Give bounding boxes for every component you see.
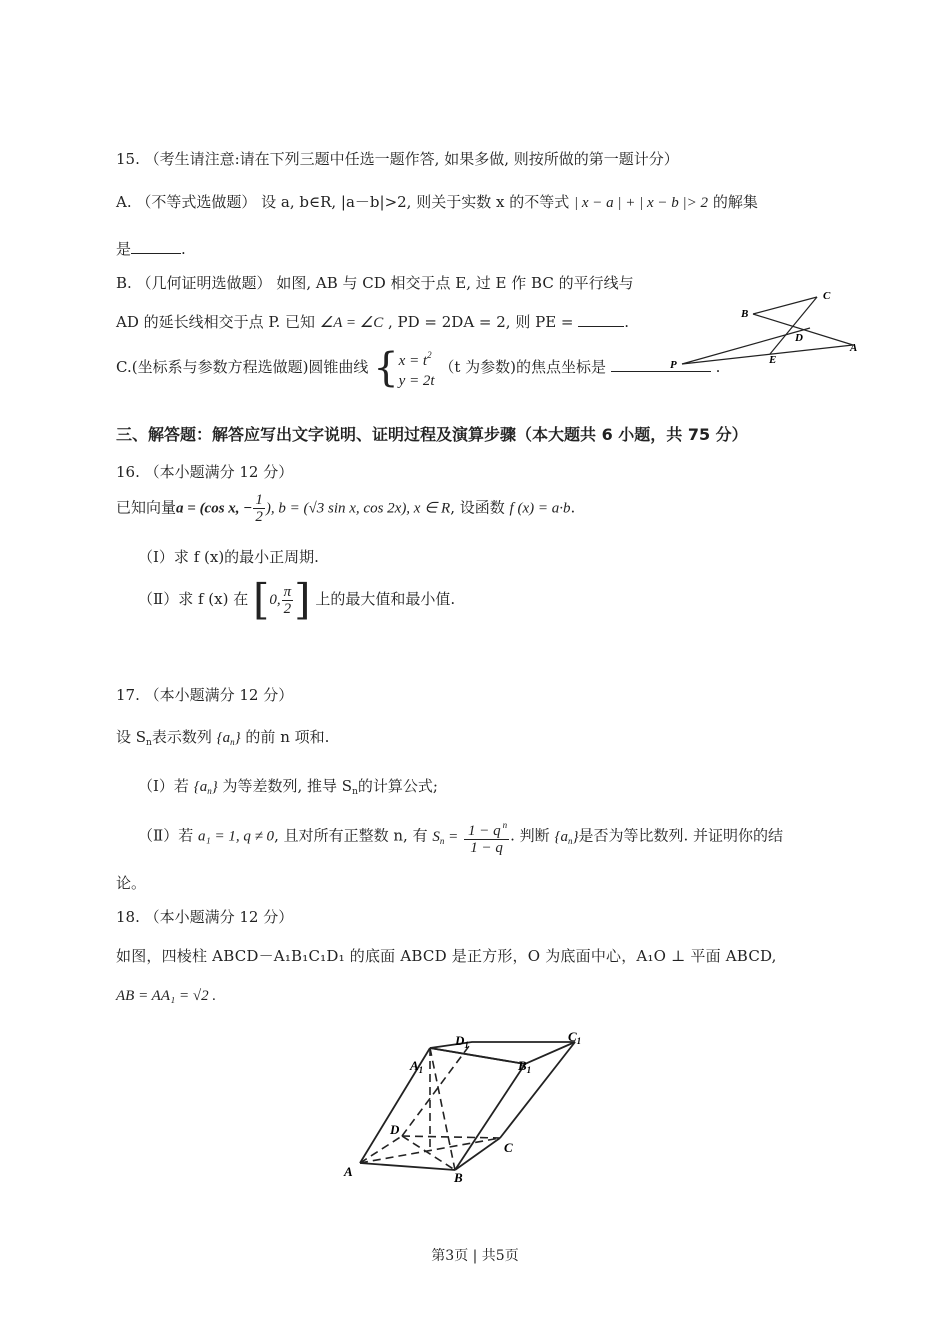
q15-b-line2: AD 的延长线相交于点 P. 已知 ∠A = ∠C , PD = 2DA = 2, 则 PE = . — [116, 313, 630, 331]
geometry-figure-triangles — [665, 288, 865, 370]
answer-blank — [578, 312, 624, 327]
q15-a-line1: A. （不等式选做题） 设 a, b∈R, |a－b|>2, 则关于实数 x 的不等式 | x − a | + | x − b |> 2 的解集 — [116, 193, 758, 211]
label-d1: $D_1$ — [455, 1033, 469, 1050]
label-c: C — [823, 290, 831, 302]
geometry-figure-prism — [340, 1028, 600, 1188]
interval: [ 0, $\frac{\pi}{2}$ ] — [253, 575, 311, 624]
label-b: B — [741, 308, 749, 320]
q15-head: 15. （考生请注意:请在下列三题中任选一题作答, 如果多做, 则按所做的第一题计分） — [116, 150, 679, 168]
label-d: D — [795, 332, 803, 344]
label-a1: $A_1$ — [410, 1058, 424, 1075]
label-c: C — [504, 1140, 513, 1155]
q16-part1: （Ⅰ）求 f (x)的最小正周期. — [138, 548, 319, 566]
q17-part2-cont: 论。 — [116, 874, 147, 892]
label-p: P — [670, 359, 677, 370]
q16-part2: （Ⅱ）求 f (x) 在 [ 0, $\frac{\pi}{2}$ ] 上的最大值和最小值. — [138, 575, 456, 624]
label-a: A — [344, 1164, 353, 1179]
label-a: A — [850, 342, 858, 354]
edge-cc1 — [500, 1042, 575, 1138]
edge-dc — [402, 1136, 500, 1138]
label-e: E — [769, 354, 777, 366]
q17-part2: （Ⅱ）若 a₁ = 1, q ≠ 0, 且对所有正整数 n, 有 $S_n$ = $\frac{1 - q ^n}{1 - q}$ . 判断 $\{a_n\}$是否为等比数列. 并证明你的结 — [138, 817, 783, 856]
edge-ab — [360, 1163, 455, 1170]
q17-line1: 设 $S_n$表示数列 $\{a_n\}$ 的前 n 项和. — [116, 728, 330, 748]
parametric-system: { $x = t^2$ y = 2t — [373, 345, 435, 391]
edge-dd1 — [402, 1042, 472, 1136]
page-footer: 第3页 | 共5页 — [431, 1248, 519, 1264]
section-heading: 三、解答题：解答应写出文字说明、证明过程及演算步骤（本大题共 6 小题，共 75 分） — [116, 425, 748, 444]
line-pe — [682, 328, 810, 364]
diag-db — [402, 1136, 455, 1170]
fraction: $\frac{1 - q ^n}{1 - q}$ — [464, 817, 509, 856]
q15-a-line2: 是 . — [116, 240, 186, 258]
q17-head: 17. （本小题满分 12 分） — [116, 686, 294, 704]
fraction: $\frac{1}{2}$ — [255, 492, 263, 525]
label-b1: $B_1$ — [518, 1058, 532, 1075]
answer-blank — [131, 239, 181, 254]
q18-head: 18. （本小题满分 12 分） — [116, 908, 294, 926]
label-c1: $C_1$ — [568, 1029, 582, 1046]
q18-line2: AB = AA₁ = √2 . — [116, 988, 217, 1004]
line-bc — [753, 297, 817, 314]
line-cd — [770, 297, 817, 354]
label-b: B — [454, 1170, 463, 1185]
edge-bb1 — [455, 1064, 525, 1170]
q16-head: 16. （本小题满分 12 分） — [116, 463, 294, 481]
edge-ad — [360, 1136, 402, 1163]
line-pa — [682, 345, 853, 364]
q18-line1: 如图，四棱柱 ABCD－A₁B₁C₁D₁ 的底面 ABCD 是正方形，O 为底面中心，A₁O ⊥ 平面 ABCD, — [116, 947, 777, 965]
q17-part1: （Ⅰ）若 $\{a_n\}$ 为等差数列, 推导 $S_n$的计算公式; — [138, 777, 438, 797]
q15-c-line: C.(坐标系与参数方程选做题)圆锥曲线 { $x = t^2$ y = 2t （t 为参数)的焦点坐标是 . — [116, 345, 721, 391]
label-d: D — [390, 1122, 400, 1137]
q15-b-line1: B. （几何证明选做题） 如图, AB 与 CD 相交于点 E, 过 E 作 BC 的平行线与 — [116, 274, 634, 292]
q16-line1: 已知向量a = (cos x, − $\frac{1}{2}$ ), b = (√3 sin x, cos 2x), x ∈ R, 设函数 f (x) = a·b. — [116, 492, 576, 525]
